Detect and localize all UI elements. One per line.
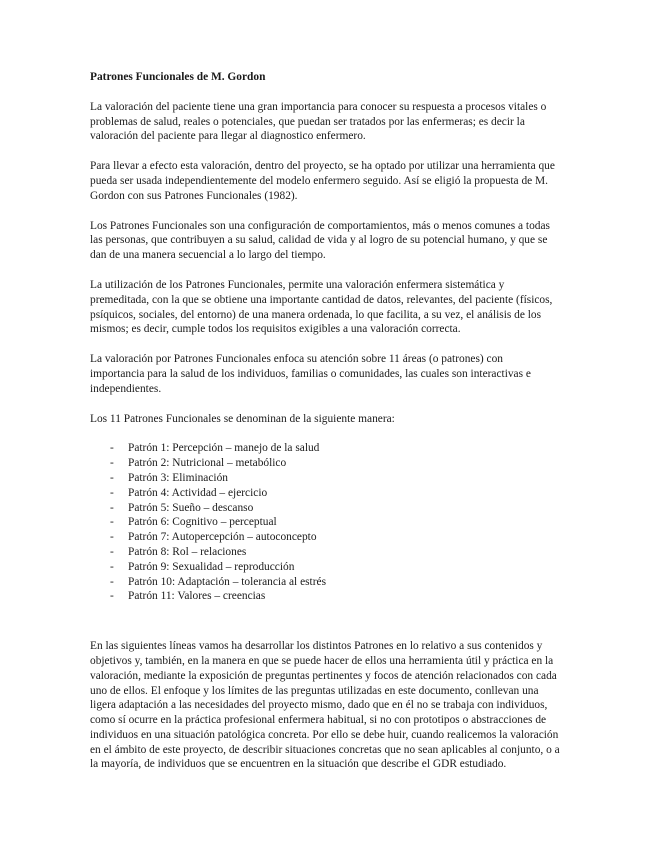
list-dash: - <box>110 457 114 470</box>
document-title: Patrones Funcionales de M. Gordon <box>90 71 266 83</box>
list-item <box>90 530 560 545</box>
list-dash: - <box>110 486 114 499</box>
list-dash: - <box>110 560 114 573</box>
list-item <box>90 515 560 530</box>
list-item-text: Patrón 10: Adaptación – tolerancia al estrés <box>128 575 327 588</box>
list-item <box>90 486 560 501</box>
list-item-text: Patrón 4: Actividad – ejercicio <box>128 486 268 499</box>
list-item-text: Patrón 11: Valores – creencias <box>128 590 266 603</box>
list-dash: - <box>110 501 114 514</box>
list-item <box>90 471 560 486</box>
list-dash: - <box>110 516 114 529</box>
paragraph-list-intro: Los 11 Patrones Funcionales se denominan de la siguiente manera: <box>90 412 395 425</box>
list-item-text: Patrón 1: Percepción – manejo de la salud <box>128 442 320 455</box>
list-item <box>90 456 560 471</box>
patterns-list <box>90 441 560 604</box>
list-item-text: Patrón 7: Autopercepción – autoconcepto <box>128 531 317 544</box>
paragraph-areas: La valoración por Patrones Funcionales enfoca su atención sobre 11 áreas (o patrones) con importancia para la salud de los individuos, familias o comunidades, las cuales son interactivas e independientes. <box>90 353 531 395</box>
paragraph-definition: Los Patrones Funcionales son una configuración de comportamientos, más o menos comunes a todas las personas, que contribuyen a su salud, calidad de vida y al logro de su potencial humano, y que se dan de una manera secuencial a lo largo del tiempo. <box>90 219 550 262</box>
paragraph-closing: En las siguientes líneas vamos ha desarrollar los distintos Patrones en lo relativo a sus contenidos y objetivos y, también, en la manera en que se puede hacer de ellos una herramienta útil y práctica en la valoración, mediante la exposición de preguntas pertinentes y focos de atención relacionados con cada uno de ellos. El enfoque y los límites de las preguntas utilizadas en este documento, conllevan una ligera adaptación a las necesidades del proyecto mismo, dado que en él no se trabaja con individuos, como sí ocurre en la práctica profesional enfermera habitual, si no con prototipos o abstracciones de individuos en una situación patológica concreta. Por ello se debe huir, cuando realicemos la valoración en el ámbito de este proyecto, de describir situaciones concretas que no sean aplicables al conjunto, o a la mayoría, de individuos que se encuentren en la situación que describe el GDR estudiado. <box>90 640 560 771</box>
list-item <box>90 441 560 456</box>
list-item-text: Patrón 6: Cognitivo – perceptual <box>128 516 277 529</box>
paragraph-tool-choice: Para llevar a efecto esta valoración, dentro del proyecto, se ha optado por utilizar una herramienta que pueda ser usada independientemente del modelo enfermero seguido. Así se eligió la propuesta de M. Gordon con sus Patrones Funcionales (1982). <box>90 160 555 202</box>
list-item <box>90 575 560 590</box>
list-dash: - <box>110 531 114 544</box>
list-item <box>90 560 560 575</box>
list-dash: - <box>110 575 114 588</box>
list-item-text: Patrón 3: Eliminación <box>128 471 228 484</box>
list-dash: - <box>110 471 114 484</box>
list-dash: - <box>110 442 114 455</box>
list-item <box>90 501 560 516</box>
document-page <box>90 70 560 787</box>
list-dash: - <box>110 545 114 558</box>
paragraph-importance: La valoración del paciente tiene una gran importancia para conocer su respuesta a procesos vitales o problemas de salud, reales o potenciales, que puedan ser tratados por las enfermeras; es decir la valoración del paciente para llegar al diagnostico enfermero. <box>90 100 547 143</box>
list-item-text: Patrón 8: Rol – relaciones <box>128 545 247 558</box>
paragraph-utilization: La utilización de los Patrones Funcionales, permite una valoración enfermera sistemática y premeditada, con la que se obtiene una importante cantidad de datos, relevantes, del paciente (físicos, psíquicos, sociales, del entorno) de una manera ordenada, lo que facilita, a su vez, el análisis de los mismos; es decir, cumple todos los requisitos exigibles a una valoración correcta. <box>90 278 553 336</box>
list-item <box>90 545 560 560</box>
list-dash: - <box>110 590 114 603</box>
list-item <box>90 589 560 604</box>
list-item-text: Patrón 9: Sexualidad – reproducción <box>128 560 295 573</box>
list-item-text: Patrón 5: Sueño – descanso <box>128 501 254 514</box>
list-item-text: Patrón 2: Nutricional – metabólico <box>128 457 287 470</box>
